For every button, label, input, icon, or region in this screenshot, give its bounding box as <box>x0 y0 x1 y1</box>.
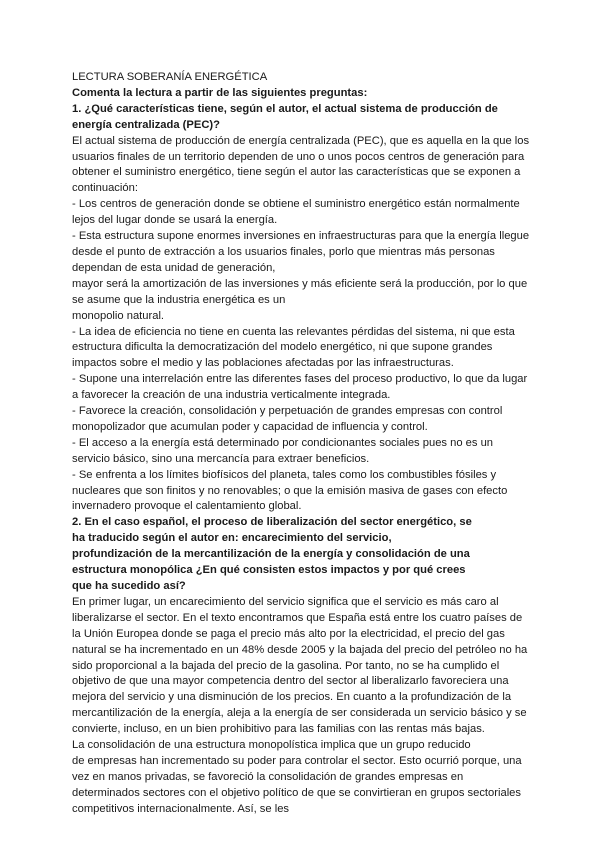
text-line: natural se ha incrementado en un 48% desde 2005 y la bajada del precio del petróleo no ha <box>72 643 528 656</box>
text-line: desde el punto de extracción a los usuarios finales, porlo que mientras más personas <box>72 245 495 258</box>
text-line: - El acceso a la energía está determinado por condicionantes sociales pues no es un <box>72 436 494 449</box>
text-line: - Esta estructura supone enormes inversiones en infraestructuras para que la energía llegue <box>72 230 530 243</box>
question-line: profundización de la mercantilización de la energía y consolidación de una <box>72 548 470 561</box>
text-line: servicio básico, sino una mercancía para extraer beneficios. <box>72 452 370 465</box>
text-line: - Los centros de generación donde se obtiene el suministro energético están normalmente <box>72 198 520 211</box>
text-line: monopolizador que acumulan poder y capacidad de influencia y control. <box>72 420 428 433</box>
text-line: la Unión Europea donde se paga el precio más alto por la electricidad, el precio del gas <box>72 627 505 640</box>
text-line: nucleares que son finitos y no renovables; o que la emisión masiva de gases con efecto <box>72 484 508 497</box>
text-line: usuarios finales de un territorio dependen de uno o unos pocos centros de generación para <box>72 150 525 163</box>
text-line: mercantilización de la energía, aleja a la energía de ser considerada un servicio básico y se <box>72 707 527 720</box>
text-line: En primer lugar, un encarecimiento del servicio significa que el servicio es más caro al <box>72 595 499 608</box>
text-line: - La idea de eficiencia no tiene en cuenta las relevantes pérdidas del sistema, ni que esta <box>72 325 515 338</box>
document-page <box>72 70 532 818</box>
question-line: ha traducido según el autor en: encarecimiento del servicio, <box>72 532 392 545</box>
text-line: - Favorece la creación, consolidación y perpetuación de grandes empresas con control <box>72 405 503 418</box>
question-line: energía centralizada (PEC)? <box>72 118 220 131</box>
text-line: de empresas han incrementado su poder para controlar el sector. Esto ocurrió porque, una <box>72 754 522 767</box>
question-line: que ha sucedido así? <box>72 580 186 592</box>
text-line: determinados sectores con el objetivo político de que se convirtieran en grupos sectoriales <box>72 786 521 799</box>
text-line: objetivo de que una mayor competencia dentro del sector al liberalizarlo favoreciera una <box>72 675 509 688</box>
question-line: estructura monopólica ¿En qué consisten estos impactos y por qué crees <box>72 564 466 577</box>
text-line: se asume que la industria energética es un <box>72 293 286 306</box>
text-line: La consolidación de una estructura monopolística implica que un grupo reducido <box>72 739 471 752</box>
question-line: Comenta la lectura a partir de las siguientes preguntas: <box>72 86 368 99</box>
text-line: - Supone una interrelación entre las diferentes fases del proceso productivo, lo que da lugar <box>72 373 528 386</box>
question-line: 2. En el caso español, el proceso de liberalización del sector energético, se <box>72 516 472 529</box>
text-line: a favorecer la creación de una industria verticalmente integrada. <box>72 389 391 402</box>
text-line: monopolio natural. <box>72 309 165 322</box>
text-line: invernadero provoque el calentamiento global. <box>72 500 302 513</box>
text-line: dependan de esta unidad de generación, <box>72 261 276 274</box>
text-line: mejora del servicio y una disminución de los precios. En cuanto a la profundización de la <box>72 691 512 704</box>
question-line: 1. ¿Qué características tiene, según el autor, el actual sistema de producción de <box>72 102 498 115</box>
text-line: estructura dificulta la democratización del modelo energético, ni que supone grandes <box>72 341 493 354</box>
text-line: continuación: <box>72 182 138 195</box>
text-line: mayor será la amortización de las inversiones y más eficiente será la producción, por lo que <box>72 277 528 290</box>
text-line: competitivos internacionalmente. Así, se les <box>72 802 290 815</box>
text-line: lejos del lugar donde se usará la energía. <box>72 214 278 227</box>
text-line: - Se enfrenta a los límites biofísicos del planeta, tales como los combustibles fósiles y <box>72 468 497 481</box>
text-line: El actual sistema de producción de energía centralizada (PEC), que es aquella en la que los <box>72 134 530 147</box>
document-title: LECTURA SOBERANÍA ENERGÉTICA <box>72 71 268 83</box>
text-line: sido proporcional a la bajada del precio de la gasolina. Por tanto, no se ha cumplido el <box>72 659 500 672</box>
text-line: convierte, incluso, en un bien prohibitivo para las familias con las rentas más bajas. <box>72 723 485 736</box>
text-line: obtener el suministro energético, tiene según el autor las características que se exponen a <box>72 166 521 179</box>
text-line: liberalizarse el sector. En el texto encontramos que España está entre los cuatro países de <box>72 611 523 624</box>
document-body <box>72 86 532 818</box>
text-line: vez en manos privadas, se favoreció la consolidación de grandes empresas en <box>72 770 464 783</box>
text-line: impactos sobre el medio y las poblaciones afectadas por las infraestructuras. <box>72 357 454 370</box>
